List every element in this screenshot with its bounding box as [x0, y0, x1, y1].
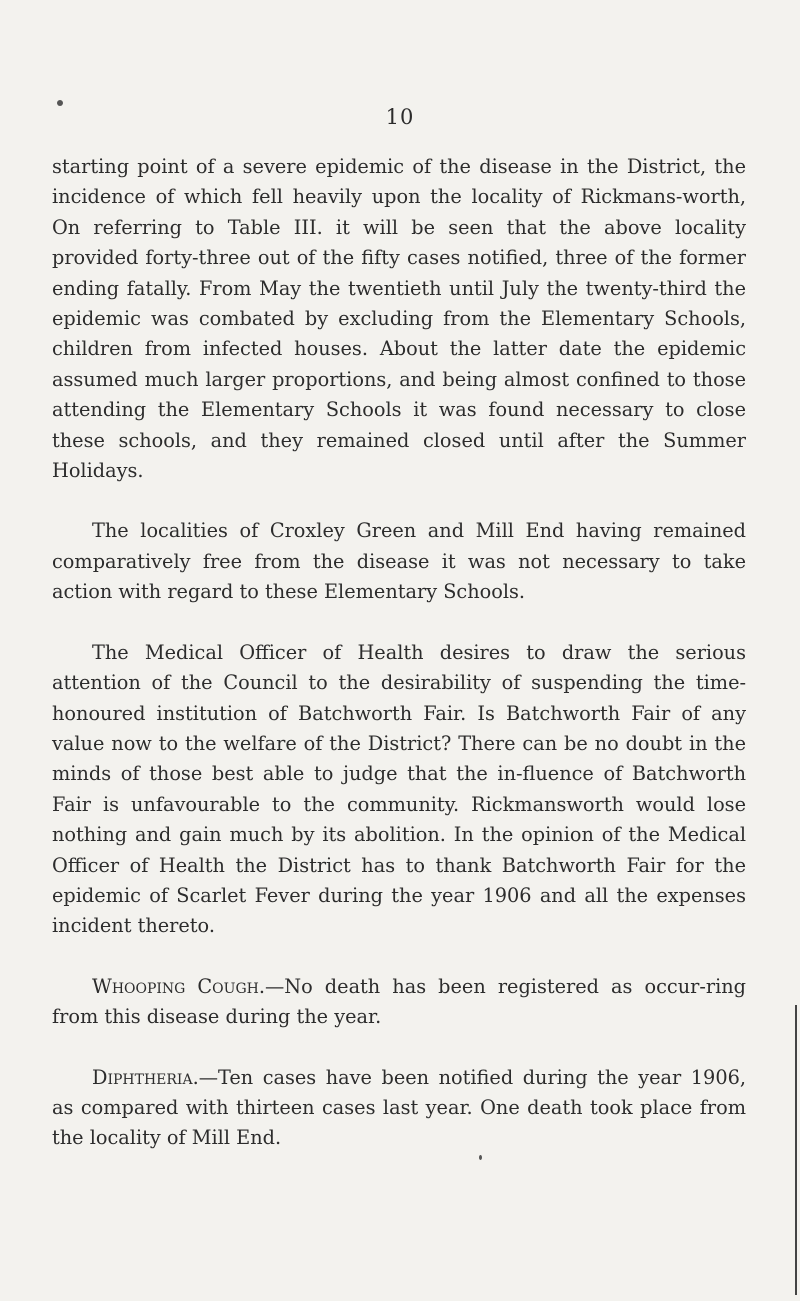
paragraph-scarlet-fever-epidemic: starting point of a severe epidemic of the disease in the District, the incidence of which fell heavily upon the locality of Rickmans-worth, On referring to Table III. it will be seen that the above locality provided forty-three out of the fifty cases notified, three of the former ending fatally. From May the twentieth until July the twenty-third the epidemic was combated by excluding from the Elementary Schools, children from infected houses. About the latter date the epidemic assumed much larger proportions, and being almost confined to those attending the Elementary Schools it was found necessary to close these schools, and they remained closed until after the Summer Holidays. — [52, 155, 746, 483]
paragraph-whooping-cough — [52, 972, 746, 1033]
paragraph-batchworth-fair: The Medical Officer of Health desires to draw the serious attention of the Council to the desirability of suspending the time-honoured institution of Batchworth Fair. Is Batchworth Fair of any value now to the welfare of the District? There can be no doubt in the minds of those best able to judge that the in-fluence of Batchworth Fair is unfavourable to the community. Rickmansworth would lose nothing and gain much by its abolition. In the opinion of the Medical Officer of Health the District has to thank Batchworth Fair for the epidemic of Scarlet Fever during the year 1906 and all the expenses incident thereto. — [52, 640, 746, 938]
whooping-cough-heading: Whooping Cough. — [92, 974, 265, 998]
diphtheria-heading: Diphtheria. — [92, 1065, 199, 1089]
body-text — [52, 152, 746, 1184]
diphtheria-text: —Ten cases have been notified during the year 1906, as compared with thirteen cases last year. One death took place from the locality of Mill End. — [52, 1065, 746, 1150]
whooping-cough-text: —No death has been registered as occur-ring from this disease during the year. — [52, 974, 746, 1029]
ink-speck — [479, 1155, 482, 1160]
page-edge-shadow — [795, 1005, 797, 1295]
paragraph-croxley-mill-end: The localities of Croxley Green and Mill End having remained comparatively free from the disease it was not necessary to take action with regard to these Elementary Schools. — [52, 519, 746, 604]
page-number: 10 — [385, 105, 415, 129]
paragraph-diphtheria — [52, 1063, 746, 1154]
